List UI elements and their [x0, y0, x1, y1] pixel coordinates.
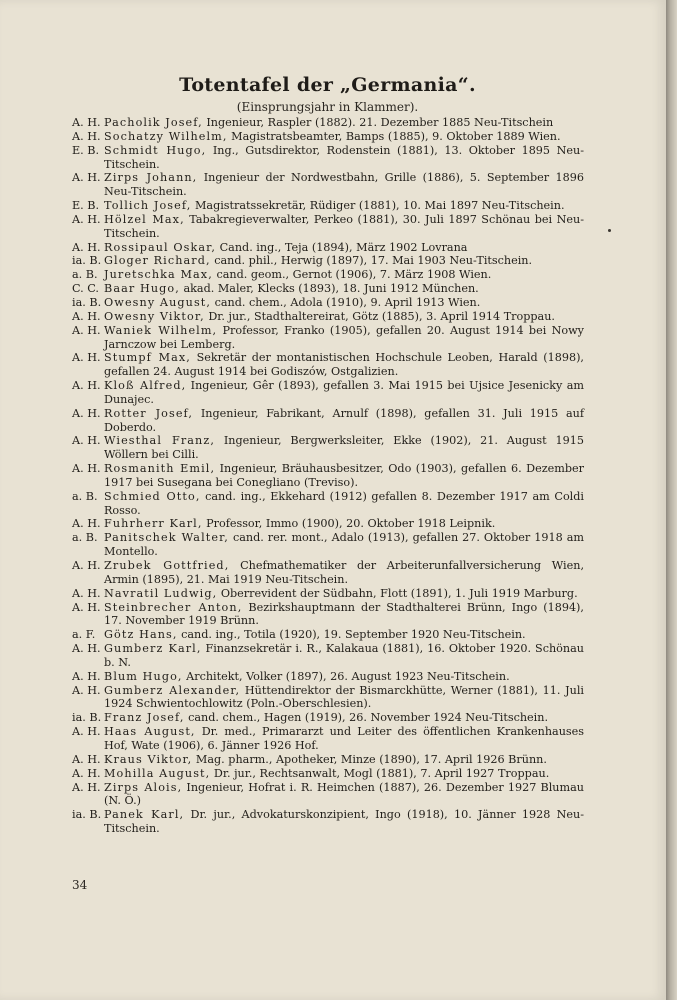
- entry-name: Kloß Alfred,: [104, 379, 187, 393]
- entry-name: Baar Hugo,: [104, 282, 180, 296]
- entry-name: Schmidt Hugo,: [104, 143, 207, 157]
- entry-body: [104, 711, 584, 725]
- entry-name: Stumpf Max,: [104, 351, 191, 365]
- obituary-entry: [72, 241, 584, 255]
- obituary-entry: [72, 351, 584, 379]
- obituary-entry: [72, 254, 584, 268]
- page-subtitle: (Einsprungsjahr in Klammer).: [236, 100, 419, 114]
- entry-name: Waniek Wilhelm,: [104, 323, 218, 337]
- entry-name: Gumberz Alexander,: [104, 683, 241, 697]
- entry-body: [104, 282, 584, 296]
- entry-prefix: a. F.: [72, 628, 96, 642]
- obituary-entry: [72, 670, 584, 684]
- entry-text: Magistratssekretär, Rüdiger (1881), 10. Mai 1897 Neu-Titschein.: [194, 199, 565, 213]
- entry-text: Finanzsekretär i. R., Kalakaua (1881), 16. Oktober 1920. Schönau b. N.: [104, 642, 584, 669]
- entry-text: Ingenieur, Raspler (1882). 21. Dezember 1885 Neu-Titschein: [206, 116, 554, 129]
- entry-prefix: A. H.: [72, 642, 101, 656]
- entry-text: cand. rer. mont., Adalo (1913), gefallen 27. Oktober 1918 am Montello.: [104, 531, 584, 559]
- entry-name: Navratil Ludwig,: [104, 586, 218, 600]
- entry-text: cand. geom., Gernot (1906), 7. März 1908 Wien.: [216, 268, 492, 282]
- entry-text: Chefmathematiker der Arbeiterunfallversicherung Wien, Armin (1895), 21. Mai 1919 Neu-Titschein.: [104, 559, 585, 586]
- entry-prefix: ia. B.: [72, 295, 102, 309]
- entry-name: Steinbrecher Anton,: [104, 600, 243, 614]
- entry-body: [104, 601, 584, 629]
- entry-body: [104, 531, 584, 559]
- entry-body: [104, 199, 584, 213]
- entry-name: Hölzel Max,: [104, 212, 185, 226]
- entry-body: [104, 725, 584, 753]
- entry-name: Rossipaul Oskar,: [104, 240, 217, 254]
- entry-name: Rosmanith Emil,: [104, 462, 216, 476]
- entry-prefix: ia. B.: [72, 254, 102, 268]
- entry-text: Dr. med., Primararzt und Leiter des öffentlichen Krankenhauses Hof, Wate (1906), 6. Jänner 1926 Hof.: [104, 725, 584, 752]
- obituary-entry: [72, 601, 584, 629]
- entry-text: Tabakregieverwalter, Perkeo (1881), 30. Juli 1897 Schönau bei Neu-Titschein.: [104, 212, 584, 240]
- obituary-entry: [72, 171, 584, 199]
- entry-name: Franz Josef,: [104, 711, 185, 725]
- entry-prefix: A. H.: [72, 434, 101, 448]
- entry-body: [104, 213, 584, 241]
- entry-body: [104, 781, 584, 809]
- entry-body: [104, 241, 584, 255]
- entry-prefix: A. H.: [72, 586, 101, 600]
- obituary-entry: [72, 587, 584, 601]
- entry-body: [104, 462, 584, 490]
- entry-name: Owesny August,: [104, 295, 212, 309]
- ink-dot: [608, 229, 611, 232]
- entry-name: Panitschek Walter,: [104, 531, 229, 545]
- entry-name: Mohilla August,: [104, 766, 211, 780]
- obituary-list: [72, 116, 584, 836]
- entry-prefix: A. H.: [72, 462, 101, 476]
- entry-body: [104, 434, 584, 462]
- obituary-entry: [72, 753, 584, 767]
- entry-name: Gumberz Karl,: [104, 642, 202, 656]
- entry-prefix: E. B.: [72, 199, 100, 213]
- entry-body: [104, 517, 584, 531]
- entry-text: Professor, Immo (1900), 20. Oktober 1918 Leipnik.: [206, 517, 496, 531]
- entry-prefix: A. H.: [72, 669, 101, 683]
- obituary-entry: [72, 642, 584, 670]
- obituary-entry: [72, 407, 584, 435]
- obituary-entry: [72, 808, 584, 836]
- obituary-entry: [72, 213, 584, 241]
- obituary-entry: [72, 379, 584, 407]
- entry-prefix: C. C.: [72, 282, 99, 296]
- entry-text: Ingenieur, Fabrikant, Arnulf (1898), gefallen 31. Juli 1915 auf Doberdo.: [104, 406, 585, 434]
- entry-text: cand. ing., Ekkehard (1912) gefallen 8. Dezember 1917 am Coldi Rosso.: [104, 489, 584, 517]
- entry-body: [104, 268, 584, 282]
- entry-text: Cand. ing., Teja (1894), März 1902 Lovrana: [219, 240, 468, 254]
- entry-text: cand. ing., Totila (1920), 19. September 1920 Neu-Titschein.: [181, 628, 526, 642]
- obituary-entry: [72, 324, 584, 352]
- obituary-entry: [72, 711, 584, 725]
- entry-prefix: A. H.: [72, 323, 101, 337]
- entry-body: [104, 351, 584, 379]
- obituary-entry: [72, 199, 584, 213]
- entry-body: [104, 144, 584, 172]
- entry-text: Ingenieur, Gêr (1893), gefallen 3. Mai 1915 bei Ujsice Jesenicky am Dunajec.: [104, 379, 584, 406]
- entry-prefix: A. H.: [72, 212, 101, 226]
- entry-name: Pacholik Josef,: [104, 116, 203, 129]
- entry-prefix: A. H.: [72, 766, 101, 780]
- entry-body: [104, 684, 584, 712]
- entry-prefix: A. H.: [72, 559, 101, 572]
- entry-body: [104, 296, 584, 310]
- entry-text: Dr. jur., Stadthaltereirat, Götz (1885), 3. April 1914 Troppau.: [208, 309, 555, 323]
- entry-body: [104, 767, 584, 781]
- entry-prefix: A. H.: [72, 309, 101, 323]
- entry-body: [104, 628, 584, 642]
- entry-text: Ingenieur, Hofrat i. R. Heimchen (1887), 26. Dezember 1927 Blumau (N. Ö.): [104, 780, 584, 808]
- entry-body: [104, 559, 584, 587]
- entry-text: Oberrevident der Südbahn, Flott (1891), 1. Juli 1919 Marburg.: [220, 586, 578, 600]
- obituary-entry: [72, 684, 584, 712]
- page-number: 34: [72, 878, 88, 892]
- entry-name: Blum Hugo,: [104, 669, 183, 683]
- entry-body: [104, 171, 584, 199]
- obituary-entry: [72, 767, 584, 781]
- obituary-entry: [72, 628, 584, 642]
- entry-text: cand. chem., Hagen (1919), 26. November 1924 Neu-Titschein.: [188, 711, 548, 725]
- entry-name: Juretschka Max,: [104, 268, 213, 282]
- entry-name: Fuhrherr Karl,: [104, 517, 203, 531]
- entry-prefix: A. H.: [72, 351, 101, 365]
- book-gutter: [666, 0, 677, 1000]
- entry-body: [104, 310, 584, 324]
- entry-text: Professor, Franko (1905), gefallen 20. August 1914 bei Nowy Jarnczow bei Lemberg.: [104, 323, 584, 351]
- entry-prefix: A. H.: [72, 171, 101, 185]
- obituary-entry: [72, 462, 584, 490]
- entry-prefix: ia. B.: [72, 711, 102, 725]
- obituary-entry: [72, 282, 584, 296]
- entry-text: Architekt, Volker (1897), 26. August 1923 Neu-Titschein.: [186, 669, 510, 683]
- obituary-entry: [72, 490, 584, 518]
- entry-text: cand. chem., Adola (1910), 9. April 1913 Wien.: [214, 295, 481, 309]
- entry-text: Sekretär der montanistischen Hochschule Leoben, Harald (1898), gefallen 24. August 1914 bei Godiszów, Ostgalizien.: [104, 351, 584, 379]
- entry-text: Mag. pharm., Apotheker, Minze (1890), 17. April 1926 Brünn.: [195, 752, 547, 766]
- entry-name: Götz Hans,: [104, 628, 178, 642]
- obituary-entry: [72, 781, 584, 809]
- entry-text: Dr. jur., Advokaturskonzipient, Ingo (1918), 10. Jänner 1928 Neu-Titschein.: [104, 808, 585, 836]
- entry-name: Tollich Josef,: [104, 199, 192, 213]
- entry-text: Ingenieur der Nordwestbahn, Grille (1886), 5. September 1896 Neu-Titschein.: [104, 171, 584, 199]
- entry-name: Kraus Viktor,: [104, 752, 193, 766]
- entry-prefix: A. H.: [72, 129, 101, 143]
- obituary-entry: [72, 268, 584, 282]
- entry-name: Sochatzy Wilhelm,: [104, 129, 228, 143]
- entry-text: Bezirkshauptmann der Stadthalterei Brünn, Ingo (1894), 17. November 1919 Brünn.: [104, 600, 584, 628]
- entry-name: Panek Karl,: [104, 808, 185, 822]
- entry-prefix: A. H.: [72, 752, 101, 766]
- entry-name: Zrubek Gottfried,: [104, 559, 230, 572]
- obituary-entry: [72, 559, 584, 587]
- obituary-entry: [72, 725, 584, 753]
- obituary-entry: [72, 434, 584, 462]
- entry-prefix: A. H.: [72, 116, 101, 129]
- entry-text: Ingenieur, Bräuhausbesitzer, Odo (1903), gefallen 6. Dezember 1917 bei Susegana bei Conegliano (Treviso).: [104, 462, 584, 489]
- entry-name: Haas August,: [104, 725, 196, 739]
- entry-body: [104, 670, 584, 684]
- entry-name: Rotter Josef,: [104, 406, 194, 420]
- entry-prefix: A. H.: [72, 600, 101, 614]
- obituary-entry: [72, 531, 584, 559]
- entry-text: akad. Maler, Klecks (1893), 18. Juni 1912 München.: [183, 282, 479, 296]
- entry-body: [104, 587, 584, 601]
- entry-prefix: A. H.: [72, 379, 101, 393]
- obituary-entry: [72, 144, 584, 172]
- entry-text: cand. phil., Herwig (1897), 17. Mai 1903 Neu-Titschein.: [214, 254, 533, 268]
- entry-prefix: A. H.: [72, 517, 101, 531]
- obituary-entry: [72, 296, 584, 310]
- entry-body: [104, 490, 584, 518]
- entry-body: [104, 407, 584, 435]
- entry-text: Magistratsbeamter, Bamps (1885), 9. Oktober 1889 Wien.: [231, 129, 561, 143]
- entry-prefix: A. H.: [72, 725, 101, 739]
- entry-text: Hüttendirektor der Bismarckhütte, Werner (1881), 11. Juli 1924 Schwientochlowitz (Poln.-Oberschlesien).: [104, 683, 584, 711]
- entry-prefix: ia. B.: [72, 808, 102, 822]
- entry-prefix: a. B.: [72, 268, 98, 282]
- entry-name: Schmied Otto,: [104, 489, 201, 503]
- entry-body: [104, 808, 584, 836]
- entry-prefix: a. B.: [72, 489, 98, 503]
- entry-text: Ingenieur, Bergwerksleiter, Ekke (1902), 21. August 1915 Wöllern bei Cilli.: [104, 434, 585, 462]
- entry-body: [104, 324, 584, 352]
- obituary-entry: [72, 116, 584, 130]
- entry-body: [104, 254, 584, 268]
- obituary-entry: [72, 310, 584, 324]
- entry-prefix: E. B.: [72, 143, 100, 157]
- entry-body: [104, 379, 584, 407]
- page-title: Totentafel der „Germania“.: [179, 74, 476, 96]
- entry-name: Zirps Johann,: [104, 171, 198, 185]
- entry-name: Owesny Viktor,: [104, 309, 205, 323]
- entry-body: [104, 642, 584, 670]
- entry-prefix: a. B.: [72, 531, 98, 545]
- entry-name: Zirps Alois,: [104, 780, 183, 794]
- entry-text: Dr. jur., Rechtsanwalt, Mogl (1881), 7. April 1927 Troppau.: [213, 766, 550, 780]
- entry-text: Ing., Gutsdirektor, Rodenstein (1881), 13. Oktober 1895 Neu-Titschein.: [104, 143, 585, 171]
- entry-prefix: A. H.: [72, 683, 101, 697]
- entry-name: Wiesthal Franz,: [104, 434, 215, 448]
- entry-body: [104, 116, 584, 130]
- entry-name: Gloger Richard,: [104, 254, 211, 268]
- entry-prefix: A. H.: [72, 780, 101, 794]
- entry-body: [104, 753, 584, 767]
- obituary-entry: [72, 130, 584, 144]
- entry-prefix: A. H.: [72, 240, 101, 254]
- entry-body: [104, 130, 584, 144]
- entry-prefix: A. H.: [72, 406, 101, 420]
- obituary-entry: [72, 517, 584, 531]
